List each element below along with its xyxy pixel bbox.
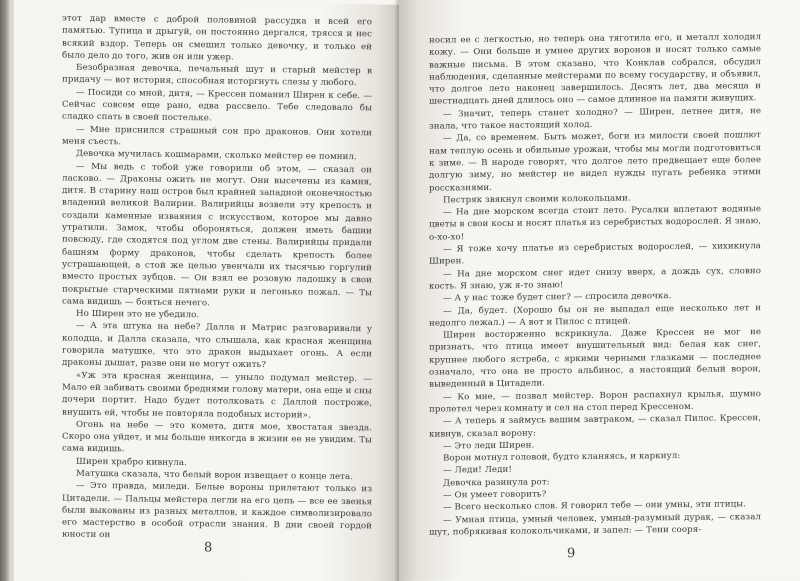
paragraph: — Это правда, миледи. Белые вороны прилетают только из Цитадели. — Пальцы мейстера легли на его цепь — все ее звенья были выкованы из разных металлов, и каждое символизировало его мастерство в особой отрасли знания. В дни своей гордой юности он [62,481,372,541]
paragraph: — Мы ведь с тобой уже говорили об этом, — сказал он ласково. — Драконы ожить не могут. Они высечены из камня, дитя. В старину наш остров был крайней западной оконечностью владений великой Валирии. Валирийцы возвели эту крепость и создали каменные изваяния с искусством, которое мы давно утратили. Замок, чтобы обороняться, должен иметь башни повсюду, где сходятся под углом две стены. Валирийцы придали башням форму драконов, чтобы сделать крепость более устрашающей, а стой же целью увенчали их тысячью горгулий вместо простых зубцов. — Он взял ее розовую ладошку в свои покрытые старческими пятнами руки и легонько пожал. — Ты сама видишь — бояться нечего. [62,161,372,309]
paragraph: Безобразная девочка, печальный шут и старый мейстер в придачу — вот история, способная исторгнуть слезы у любого. [62,62,372,89]
right-page-number: 9 [567,546,576,562]
paragraph: — Да, со временем. Быть может, боги из милости своей пошлют нам теплую осень и обильные урожаи, чтобы мы могли подготовиться к зиме. — В народе говорят, что долгое лето предвещает еще более долгую зиму, но мейстер не видел нужды пугать ребенка этими россказнями. [429,130,761,194]
paragraph: — А эта штука на небе? Далла и Матрис разговаривали у колодца, и Далла сказала, что слышала, как красная женщина говорила матушке, что это дракон выдыхает огонь. А если драконы дышат, разве они не могут ожить? [62,321,372,371]
paragraph: Матушка сказала, что белый ворон извещает о конце лета. [76,468,354,483]
paragraph: — Я тоже хочу платье из серебристых водорослей, — хихикнула Ширен. [429,241,761,268]
paragraph: — Ко мне, — позвал мейстер. Ворон распахнул крылья, шумно пролетел через комнату и сел на стол перед Крессеном. [429,388,761,415]
paragraph: — Это леди Ширен. [443,440,535,452]
paragraph: носил ее с легкостью, но теперь она тяготила его, и металл холодил кожу. — Они больше и умнее других воронов и носят только самые важные письма. В этом сказано, что Конклав собрался, обсудил наблюдения, сделанные мейстерами по всему государству, и объявил, что долгое лето наконец завершилось. Десять лет, два месяца и шестнадцать дней длилось оно — самое длинное на памяти живущих. [429,32,761,108]
paragraph: — Мне приснился страшный сон про драконов. Они хотели меня съесть. [62,124,372,148]
right-page-text [429,31,761,539]
left-page-number: 8 [204,540,213,556]
paragraph: Ворон мотнул головой, будто кланяясь, и каркнул: [443,451,681,464]
paragraph: — Леди! Леди! [443,465,512,476]
paragraph: — Да, будет. (Хорошо бы он не выпадал еще несколько лет и недолго лежал.) — А вот и Пилос с птицей. [429,302,761,329]
paragraph: Пестряк звякнул своими колокольцами. [443,193,631,206]
paragraph: — Всего несколько слов. Я говорил тебе — они умны, эти птицы. [443,499,746,513]
paragraph: — А теперь я займусь вашим завтраком, — сказал Пилос. Крессен, кивнув, сказал ворону: [429,413,761,440]
paragraph: — Посиди со мной, дитя, — Крессен поманил Ширен к себе. — Сейчас совсем еще рано, едва рассвело. Тебе следовало бы сладко спать в своей постельке. [62,87,372,124]
paragraph: — На дне морском всегда стоит лето. Русалки вплетают водяные цветы в свои косы и носят платья из серебристых водорослей. Я знаю, о-хо-хо! [429,204,761,243]
paragraph: Ширен восторженно вскрикнула. Даже Крессен не мог не признать, что птица имеет внушительный вид: белая как снег, крупнее любого ястреба, с яркими черными глазками — последнее означало, что она не просто альбинос, а настоящий белый ворон, выведенный в Цитадели. [429,327,761,390]
left-page-text [62,13,372,546]
paragraph: этот дар вместе с доброй половиной рассудка и всей его памятью. Тупица и дрыгуй, он постоянно дергался, трясся и нес всякий вздор. Теперь он смешил только девочку, и только ей было дело до того, жив он или ужер. [62,13,372,63]
paragraph: Но Ширен это не убедило. [76,308,200,321]
paragraph: — На дне морском снег идет снизу вверх, а дождь сух, словно кость. Я знаю, уж я-то знаю! [429,265,761,292]
paragraph: «Уж эта красная женщина, — уныло подумал мейстер. — Мало ей забивать своими бреднями голову матери, она еще и сны дочери портит. Надо будет потолковать с Даллой построже, внушить ей, чтобы не повторяла подобных историй». [62,370,372,421]
paragraph: Огонь на небе — это комета, дитя мое, хвостатая звезда. Скоро она уйдет, и мы больше никогда в жизни ее не увидим. Ты сама видишь. [62,419,372,455]
left-page [14,0,399,581]
paragraph: — А у нас тоже будет снег? — спросила девочка. [443,291,672,304]
paragraph: — Он умеет говорить? [443,489,547,501]
paragraph: — Значит, теперь станет холодно? — Ширен, летнее дитя, не знала, что такое настоящий холод. [429,105,761,132]
paragraph: Девочка разинула рот: [443,477,550,489]
right-page [399,0,800,581]
paragraph: — Умная птица, умный человек, умный-разумный дурак, — сказал шут, побрякивая колокольчиками, и запел: — Тени сооря- [429,511,761,538]
paragraph: Девочка мучилась кошмарами, сколько мейстер ее помнил. [76,149,357,163]
paragraph: Ширен храбро кивнула. [76,456,187,468]
